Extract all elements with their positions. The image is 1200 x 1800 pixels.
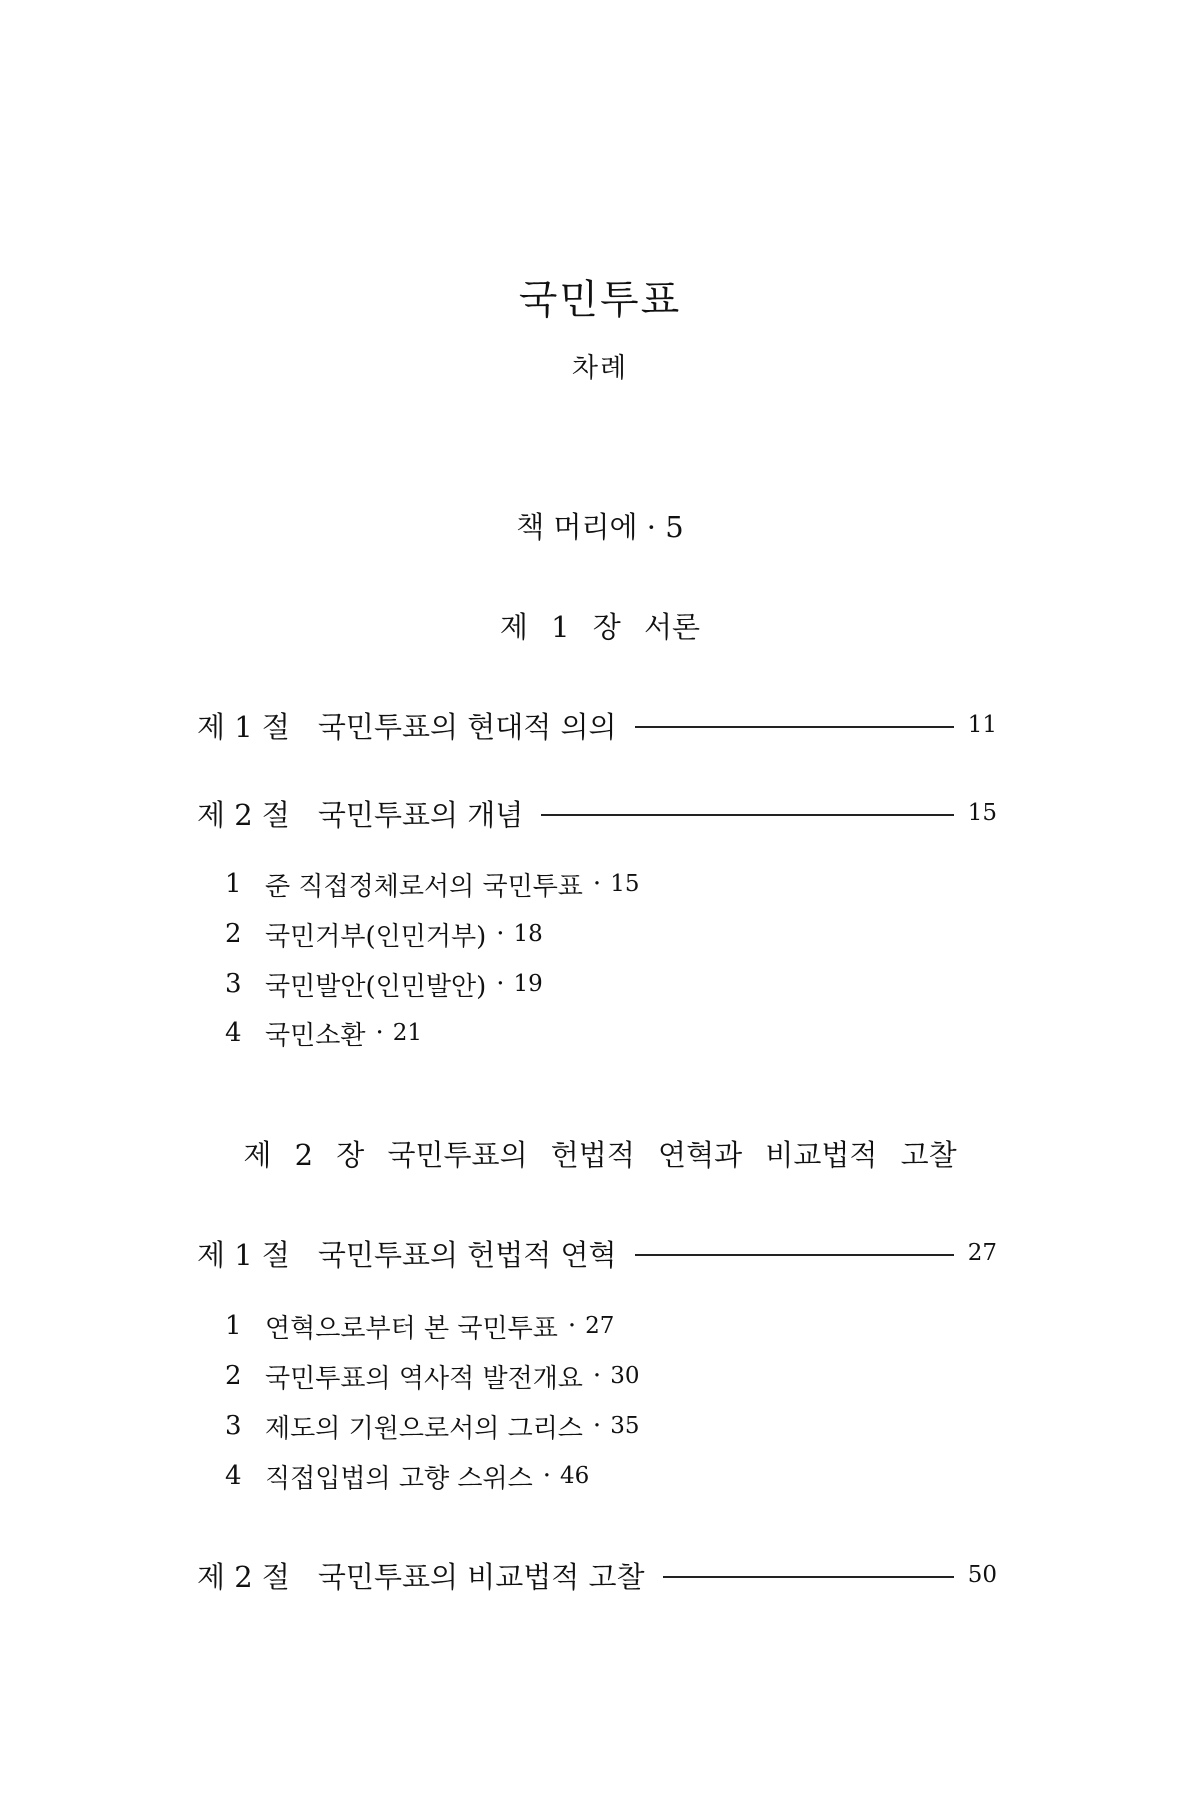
middle-dot: · [592,1411,602,1441]
middle-dot: · [542,1461,551,1491]
middle-dot: · [592,869,602,899]
toc-section-entry[interactable] [197,705,997,745]
dot-leader [541,814,953,816]
middle-dot: · [496,969,505,999]
item-number: 4 [225,1018,242,1048]
toc-section-entry[interactable] [197,793,997,833]
chapter-heading[interactable]: 제 1 장 서론 [499,610,701,644]
item-page-number: 30 [610,1363,640,1389]
dot-leader [635,1254,954,1256]
dot-leader [663,1576,954,1578]
item-page-number: 35 [610,1413,640,1439]
toc-item-entry[interactable] [225,1458,589,1494]
toc-heading: 차례 [571,353,629,384]
item-number: 4 [225,1461,242,1491]
section-number: 제 2 절 [197,797,290,832]
middle-dot: · [592,1361,602,1391]
toc-item-entry[interactable] [225,1408,639,1444]
book-title: 국민투표 [518,277,682,323]
item-page-number: 46 [559,1463,590,1489]
item-title: 제도의 기원으로서의 그리스 [265,1413,583,1444]
item-title: 연혁으로부터 본 국민투표 [265,1313,558,1344]
item-page-number: 18 [513,921,543,947]
toc-item-entry[interactable] [225,1015,422,1051]
dot-leader [635,726,954,728]
middle-dot: · [375,1018,384,1048]
item-page-number: 21 [392,1020,423,1046]
item-number: 1 [225,1311,242,1341]
preface-entry[interactable]: 책 머리에 · 5 [516,510,684,544]
toc-item-entry[interactable] [225,1358,639,1394]
item-page-number: 19 [513,971,543,997]
item-title: 국민거부(인민거부) [265,921,487,952]
item-title: 준 직접정체로서의 국민투표 [265,871,583,902]
item-title: 국민소환 [265,1020,366,1051]
section-page-number: 27 [967,1240,997,1266]
toc-section-entry[interactable] [197,1555,997,1595]
item-number: 2 [225,919,242,949]
toc-section-entry[interactable] [197,1233,997,1273]
item-page-number: 27 [585,1313,615,1339]
section-page-number: 50 [967,1562,997,1588]
item-number: 3 [225,969,242,999]
section-title: 국민투표의 헌법적 연혁 [317,1237,617,1272]
section-title: 국민투표의 비교법적 고찰 [317,1559,645,1594]
item-title: 직접입법의 고향 스위스 [265,1463,533,1494]
item-page-number: 15 [610,871,640,897]
section-title: 국민투표의 현대적 의의 [317,709,617,744]
chapter-heading[interactable]: 제 2 장 국민투표의 헌법적 연혁과 비교법적 고찰 [243,1138,957,1172]
toc-item-entry[interactable] [225,1308,614,1344]
section-number: 제 1 절 [197,1237,290,1272]
section-page-number: 15 [967,800,997,826]
section-number: 제 2 절 [197,1559,290,1594]
toc-item-entry[interactable] [225,966,543,1002]
middle-dot: · [567,1311,577,1341]
item-number: 2 [225,1361,242,1391]
toc-item-entry[interactable] [225,866,639,902]
item-title: 국민발안(인민발안) [265,971,487,1002]
section-page-number: 11 [967,712,997,738]
section-number: 제 1 절 [197,709,290,744]
item-number: 1 [225,869,242,899]
item-title: 국민투표의 역사적 발전개요 [265,1363,583,1394]
middle-dot: · [496,919,505,949]
section-title: 국민투표의 개념 [317,797,524,832]
item-number: 3 [225,1411,242,1441]
toc-item-entry[interactable] [225,916,543,952]
